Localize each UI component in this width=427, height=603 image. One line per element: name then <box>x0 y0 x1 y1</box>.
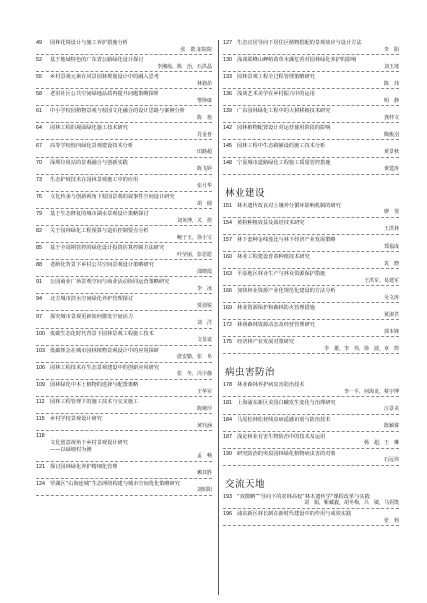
article-title: 老龄化背景下乡村公共空间景观设计策略研究 <box>50 262 154 269</box>
article-title: 园林花境设计与施工养护措施分析 <box>50 40 128 46</box>
page-number: 139 <box>223 108 232 115</box>
toc-entry[interactable] <box>36 331 212 346</box>
article-author: 王华军 <box>194 389 212 396</box>
page-number: 145 <box>223 142 232 149</box>
author-leader-line <box>223 47 399 55</box>
article-title: 园林植物配置设计对运营使用阶段的影响 <box>237 125 331 132</box>
page-number: 124 <box>36 480 45 487</box>
author-leader-line <box>36 64 212 72</box>
page-number: 175 <box>223 339 232 346</box>
toc-entry[interactable] <box>36 91 212 106</box>
article-author: 陈飞婷 <box>194 166 212 173</box>
author-leader-line <box>36 98 212 106</box>
right-column <box>219 40 399 595</box>
toc-entry[interactable] <box>36 177 212 192</box>
page-number: 67 <box>36 142 42 149</box>
author-leader-line <box>223 346 399 354</box>
article-title: 中小学校园植物景观与校园文化融合的设计思路与案例分析 <box>50 108 185 115</box>
toc-entry[interactable] <box>223 451 399 466</box>
page-number: 163 <box>223 271 232 278</box>
author-leader-line <box>223 261 399 269</box>
page-number: 94 <box>36 296 42 303</box>
article-title: 生态宜居导向下居住区植物搭配的景观效应与设计方法 <box>237 40 362 46</box>
author-leader-line <box>36 218 212 226</box>
section-exchange-entries <box>223 494 399 526</box>
author-leader-line <box>223 278 399 286</box>
page-number: 73 <box>36 176 42 183</box>
article-title: 宁夏城市道路绿化工程施工质量管控措施 <box>237 159 331 166</box>
author-leader-line <box>223 457 399 465</box>
article-author: 刘昭阳 <box>194 487 212 494</box>
page-number: 82 <box>36 228 42 235</box>
page-number: 106 <box>36 364 45 371</box>
page-number: 172 <box>223 322 232 329</box>
article-author: 肖金喜 <box>194 132 212 139</box>
article-author: 贾劲锐 <box>194 303 212 310</box>
article-author: 孟 畅 <box>194 453 212 460</box>
article-author: 邵晓霞 <box>194 269 212 276</box>
toc-entry[interactable] <box>223 494 399 509</box>
article-title: 平原地区林业生产与林业资源保护措施 <box>237 271 326 278</box>
page-number: 64 <box>36 125 42 132</box>
article-author: 鲍子玉，徐小宝 <box>174 235 212 242</box>
toc-entry[interactable] <box>36 464 212 479</box>
article-author: 明 静 <box>381 98 399 105</box>
author-leader-line <box>223 166 399 174</box>
page-number: 157 <box>223 236 232 243</box>
article-author: 刘玉琦 <box>381 64 399 71</box>
article-title: 罗湖区“山海连城”生态网络构建与城市空间优化策略研究 <box>50 480 180 487</box>
page-number: 100 <box>36 330 45 337</box>
page-number: 115 <box>36 416 45 423</box>
article-author: 龚仲文 <box>381 115 399 122</box>
article-title: 浅论林业有害生物防治中的技术及运用 <box>237 433 326 440</box>
left-column <box>36 40 219 595</box>
article-title: 乡村景观元素在风景园林规划设计中的融入思考 <box>50 74 159 81</box>
article-author: 张月华 <box>194 183 212 190</box>
author-leader-line <box>36 389 212 397</box>
article-title: 园林工程的观面绿化施工技术研究 <box>50 125 128 132</box>
page-number: 193 <box>223 493 232 500</box>
article-author: 陶俊羽 <box>381 132 399 139</box>
article-author: 李 雄，李 伟，徐 波，章 煜 <box>321 346 399 353</box>
contents-page <box>36 40 399 595</box>
article-title: 低碳生态化时代背景下园林景观工程施工技术 <box>50 330 154 337</box>
toc-entry[interactable] <box>36 348 212 363</box>
toc-entry[interactable] <box>36 211 212 226</box>
article-author: 袁 晓 <box>381 261 399 268</box>
author-leader-line <box>223 389 399 397</box>
author-leader-line <box>36 406 212 414</box>
article-title: 园林工程技术在生态景观建设中的创新应用研究 <box>50 364 159 371</box>
author-leader-line <box>36 269 212 277</box>
article-title: 林场森林资源动态及经营管理研究 <box>237 322 315 329</box>
article-author: 陈婉玲 <box>194 406 212 413</box>
article-author: 郑福成 <box>381 244 399 251</box>
author-leader-line <box>36 201 212 209</box>
article-title: 浅谈艺术美学在乡村振兴中的运用 <box>237 91 315 98</box>
page-number: 58 <box>36 91 42 98</box>
author-leader-line <box>36 354 212 362</box>
article-author: 李 冰 <box>194 286 212 293</box>
toc-entry[interactable] <box>223 417 399 432</box>
author-leader-line <box>36 303 212 311</box>
toc-entry[interactable] <box>36 399 212 414</box>
author-leader-line <box>36 470 212 478</box>
page-number: 55 <box>36 74 42 81</box>
article-title: 关于园林绿化工程预算与造价控制要点分析 <box>50 228 149 235</box>
article-author: 刘 洋 <box>194 320 212 327</box>
page-number: 142 <box>223 125 232 132</box>
page-number: 103 <box>36 347 45 354</box>
toc-entry[interactable] <box>223 339 399 354</box>
page-number: 91 <box>36 279 42 286</box>
page-number: 70 <box>36 159 42 166</box>
toc-entry[interactable] <box>223 288 399 303</box>
article-title: 低碳理念在城市园林植物景观设计中的应用探研 <box>50 347 159 354</box>
article-author: 赖其胜 <box>194 470 212 477</box>
author-leader-line <box>223 115 399 123</box>
article-author: 李湘灿，陈 治，石洪晶 <box>154 64 212 71</box>
article-author: 林骁昂 <box>194 81 212 88</box>
toc-entry[interactable] <box>36 382 212 397</box>
toc-entry[interactable] <box>223 400 399 415</box>
article-title: “双微略”“导向下的农林高校”林木遗传学“课程改革与实践 <box>237 493 370 500</box>
author-leader-line <box>36 235 212 243</box>
author-leader-line <box>223 329 399 337</box>
article-title: 马尾松林松材线虫病遥感识别与防治技术 <box>237 416 331 423</box>
author-leader-line <box>36 183 212 191</box>
article-title: 加快林业资源产业化规范化建设的方法分析 <box>237 288 336 295</box>
author-leader-line <box>223 406 399 414</box>
page-number: 160 <box>223 253 232 260</box>
toc-entry[interactable] <box>36 314 212 329</box>
author-leader-line <box>36 286 212 294</box>
page-number: 85 <box>36 245 42 252</box>
article-title: 园林工程中生态路铺设的施工技术分析 <box>237 142 326 149</box>
article-title: 黄粉种植效益及栽培技术研究 <box>237 219 305 226</box>
toc-entry[interactable] <box>36 40 212 55</box>
toc-entry[interactable] <box>223 108 399 123</box>
author-leader-line <box>36 453 212 461</box>
toc-entry[interactable] <box>223 254 399 269</box>
author-leader-line <box>36 487 212 495</box>
article-title: 经济林产业发展对策研究 <box>237 339 295 346</box>
article-title: 基于生态修复的城市湖水景观设计策略探讨 <box>50 210 149 217</box>
toc-entry[interactable] <box>223 305 399 320</box>
author-leader-line <box>223 226 399 234</box>
page-number: 61 <box>36 108 42 115</box>
article-author: 王洪军，易建军 <box>361 278 399 285</box>
author-leader-line <box>223 81 399 89</box>
article-title: 研究防治的突泉园林绿化植物病虫害的对策 <box>237 450 336 457</box>
toc-entry[interactable] <box>36 365 212 380</box>
article-title: 上海浦东新区美国白蛾发生变化与治理研究 <box>237 399 336 406</box>
toc-entry[interactable] <box>36 74 212 89</box>
article-author: 陈 艳 <box>194 115 212 122</box>
article-title: 文化传承与创新视角下校园景观的叙事性空间设计研究 <box>50 193 175 200</box>
page-number: 127 <box>223 40 232 46</box>
toc-entry[interactable] <box>36 160 212 175</box>
page-number: 97 <box>36 313 42 320</box>
article-title: 高等学校校内绿化景观建设技术分析 <box>50 142 134 149</box>
section-pest-entries <box>223 382 399 465</box>
author-leader-line <box>36 132 212 140</box>
page-number: 112 <box>36 398 45 405</box>
article-author: 杨 超，王 琳 <box>361 440 399 447</box>
toc-entry[interactable] <box>36 481 212 496</box>
article-author: 郭本锋 <box>381 329 399 336</box>
article-title: 园林景观工程全过程管理策略研究 <box>237 74 315 81</box>
article-author: 黄淑君 <box>381 312 399 319</box>
author-leader-line <box>223 423 399 431</box>
article-author: 黎铮康 <box>194 98 212 105</box>
toc-entry[interactable] <box>36 416 212 431</box>
page-number: 109 <box>36 381 45 388</box>
article-author: 叶莹丽，彭思愿 <box>174 252 212 259</box>
article-author: 王洪林 <box>381 226 399 233</box>
page-number: 151 <box>223 202 232 209</box>
toc-entry[interactable] <box>36 262 212 277</box>
toc-entry[interactable] <box>223 322 399 337</box>
article-title: 深圳垃圾站的景观融合与创新实践 <box>50 159 128 166</box>
author-leader-line <box>223 132 399 140</box>
toc-entry[interactable] <box>223 271 399 286</box>
author-leader-line <box>36 337 212 345</box>
author-leader-line <box>36 423 212 431</box>
page-number: 154 <box>223 219 232 226</box>
section-title-exchange: 交流天地 <box>225 478 266 490</box>
toc-entry[interactable] <box>223 125 399 140</box>
article-author: 张 群,崔院院 <box>177 47 212 54</box>
toc-entry[interactable] <box>223 143 399 158</box>
author-leader-line <box>36 47 212 55</box>
article-author: 黄景秋 <box>381 149 399 156</box>
author-leader-line <box>223 295 399 303</box>
page-number: 130 <box>223 57 232 64</box>
toc-entry[interactable] <box>36 245 212 260</box>
page-number: 181 <box>223 399 232 406</box>
article-author: 黄建涛 <box>381 166 399 173</box>
page-number: 76 <box>36 193 42 200</box>
author-leader-line <box>223 440 399 448</box>
page-number: 52 <box>36 57 42 64</box>
article-author: 田路超 <box>194 149 212 156</box>
article-author: 廖 斐 <box>381 209 399 216</box>
toc-entry[interactable] <box>223 203 399 218</box>
article-author: 刘 娟，靳藏毅，胡冬梅，吕 敏，马拐凯 <box>301 500 399 507</box>
toc-entry[interactable] <box>36 108 212 123</box>
author-leader-line <box>36 371 212 379</box>
author-leader-line <box>36 252 212 260</box>
page-number: 133 <box>223 74 232 81</box>
article-author: 刘英博，关 煜 <box>174 218 212 225</box>
page-number: 49 <box>36 40 42 46</box>
page-number: 79 <box>36 210 42 217</box>
toc-entry[interactable] <box>36 125 212 140</box>
article-author: 黄钰涵 <box>194 423 212 430</box>
page-number: 88 <box>36 262 42 269</box>
article-author: 石远伟 <box>381 457 399 464</box>
article-author: 陈颖睿 <box>381 423 399 430</box>
article-author: 唐安勤，张 阜 <box>174 354 212 361</box>
page-number: 136 <box>223 91 232 98</box>
article-title: 林业森林养护病虫害防治技术 <box>237 382 305 389</box>
article-title: 园林工程管理下的施工技术与交叉施工 <box>50 398 139 405</box>
toc-entry[interactable] <box>36 433 212 461</box>
toc-entry[interactable] <box>223 40 399 55</box>
toc-entry[interactable] <box>223 91 399 106</box>
article-title: 探究城市景观更新如何激发空间活力 <box>50 313 134 320</box>
section-forestry-entries <box>223 203 399 355</box>
page-number: 187 <box>223 433 232 440</box>
author-leader-line <box>36 166 212 174</box>
author-leader-line <box>223 244 399 252</box>
article-title: 基于地域特色的广东省公路绿化设计探讨 <box>50 57 144 64</box>
toc-entry[interactable] <box>223 434 399 449</box>
author-leader-line <box>223 518 399 526</box>
article-title: 公园商业广场景观空间与商业活动协同运营策略研究 <box>50 279 170 286</box>
article-title: 老旧社区公共空间绿地品质再提升问题策略探析 <box>50 91 159 98</box>
toc-entry[interactable] <box>36 296 212 311</box>
author-leader-line <box>36 149 212 157</box>
right-top-entries <box>223 40 399 175</box>
article-title: 文化创意视角下乡村景观设计研究 ——以碌塘村为例 <box>50 439 128 453</box>
article-title: 林木遗传改良对土壤养分循环影响机制的研究 <box>237 202 341 209</box>
article-title: 基于全周期管控的绿化设计投资估算控制方法研究 <box>50 245 165 252</box>
page-number: 118 <box>36 433 45 440</box>
author-leader-line <box>36 320 212 328</box>
article-title: 生态护坡技术在园林景观施工中的应用 <box>50 176 139 183</box>
section-title-forestry: 林业建设 <box>225 187 266 199</box>
article-author: 李一平，何海龙，蔡宇博 <box>341 389 399 396</box>
article-author: 吴文涛 <box>381 295 399 302</box>
page-number: 190 <box>223 450 232 457</box>
toc-entry[interactable] <box>36 228 212 243</box>
article-title: 园林绿化中本土植物的选择与配置策略 <box>50 381 139 388</box>
author-leader-line <box>223 149 399 157</box>
toc-entry[interactable] <box>36 57 212 72</box>
page-number: 148 <box>223 159 232 166</box>
article-title: 探讨园林绿化养护精细化管理 <box>50 463 118 470</box>
article-author: 张 莉 <box>381 518 399 525</box>
page-number: 166 <box>223 288 232 295</box>
page-number: 196 <box>223 510 232 517</box>
toc-entry[interactable] <box>223 74 399 89</box>
toc-entry[interactable] <box>223 511 399 526</box>
toc-entry[interactable] <box>223 237 399 252</box>
article-title: 林业资源保护和森林防火管理措施 <box>237 305 315 312</box>
toc-entry[interactable] <box>36 279 212 294</box>
page-number: 178 <box>223 382 232 389</box>
author-leader-line <box>223 500 399 508</box>
article-author: 文显富 <box>194 337 212 344</box>
section-title-pest: 病虫害防治 <box>225 367 276 379</box>
author-leader-line <box>36 115 212 123</box>
article-title: 林下套种金线莲比与林下经济产业发展策略 <box>237 236 336 243</box>
author-leader-line <box>223 64 399 72</box>
article-title: 乡村学校景观设计研究 <box>50 416 102 423</box>
author-leader-line <box>223 312 399 320</box>
article-title: 广东园林绿化工程中的大树移植技术研究 <box>237 108 331 115</box>
article-title: 北方城市滨水空间绿化养护管理探讨 <box>50 296 134 303</box>
page-number: 169 <box>223 305 232 312</box>
article-title: 林业工程建设育苗种植技术研究 <box>237 253 310 260</box>
toc-entry[interactable] <box>223 57 399 72</box>
page-number: 121 <box>36 463 45 470</box>
article-author: 陈 玮 <box>381 81 399 88</box>
article-title: 浅谈联峰山岬峪苗草本濒危香对园林绿化养护的影响 <box>237 57 357 64</box>
author-leader-line <box>223 209 399 217</box>
article-author: 汪景美 <box>381 406 399 413</box>
author-leader-line <box>223 98 399 106</box>
toc-entry[interactable] <box>36 143 212 158</box>
article-author: 胡 砚 <box>194 201 212 208</box>
toc-entry[interactable] <box>223 382 399 397</box>
toc-entry[interactable] <box>36 194 212 209</box>
article-author: 李 阳 <box>381 47 399 54</box>
page-number: 184 <box>223 416 232 423</box>
author-leader-line <box>36 81 212 89</box>
toc-entry[interactable] <box>223 220 399 235</box>
article-author: 张 冬，冯宇薇 <box>174 371 212 378</box>
toc-entry[interactable] <box>223 160 399 175</box>
article-title: 浦东新区林长制在新时代建设中的作用与成效实践 <box>237 510 352 517</box>
